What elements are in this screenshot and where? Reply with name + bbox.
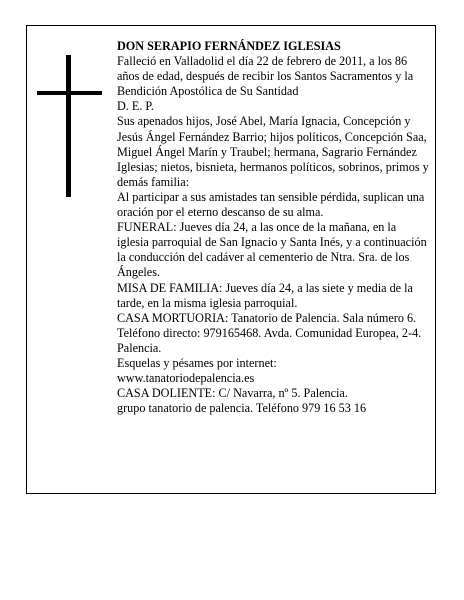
cross-vertical-bar [66,55,71,197]
notice-text [117,39,429,416]
prayer-request: Al participar a sus amistades tan sensible pérdida, suplican una oración por el eterno descanso de su alma. [117,189,425,220]
cross-horizontal-bar [37,91,102,95]
death-announcement: Falleció en Valladolid el día 22 de febrero de 2011, a los 86 años de edad, después de recibir los Santos Sacramentos y la Bendición Apostólica de Su Santidad [117,54,414,99]
family-list: Sus apenados hijos, José Abel, María Ignacia, Concepción y Jesús Ángel Fernández Barrio; hijos políticos, Concepción Saa, Miguel Ángel Marín y Traubel; hermana, Sagrario Fernández Iglesias; nietos, bisnieta, hermanos políticos, sobrinos, primos y demás familia: [117,114,429,189]
deceased-name: DON SERAPIO FERNÁNDEZ IGLESIAS [117,39,341,53]
website-link: www.tanatoriodepalencia.es [117,371,255,386]
funeral-home-info: CASA MORTUORIA: Tanatorio de Palencia. Sala número 6. Teléfono directo: 979165468. Avda. Comunidad Europea, 2-4. Palencia. [117,310,422,355]
family-mass-info: MISA DE FAMILIA: Jueves día 24, a las siete y media de la tarde, en la misma iglesia parroquial. [117,280,413,310]
funeral-info: FUNERAL: Jueves día 24, a las once de la mañana, en la iglesia parroquial de San Ignacio y Santa Inés, y a continuación la conducción del cadáver al cementerio de Ntra. Sra. de los Ángeles. [117,220,427,280]
rip-line: D. E. P. [117,99,154,114]
funeral-group-phone: grupo tanatorio de palencia. Teléfono 979 16 53 16 [117,401,367,416]
obituary-notice [26,25,436,494]
mourning-home-address: CASA DOLIENTE: C/ Navarra, nº 5. Palencia. [117,386,348,401]
internet-condolences-label: Esquelas y pésames por internet: [117,355,277,370]
